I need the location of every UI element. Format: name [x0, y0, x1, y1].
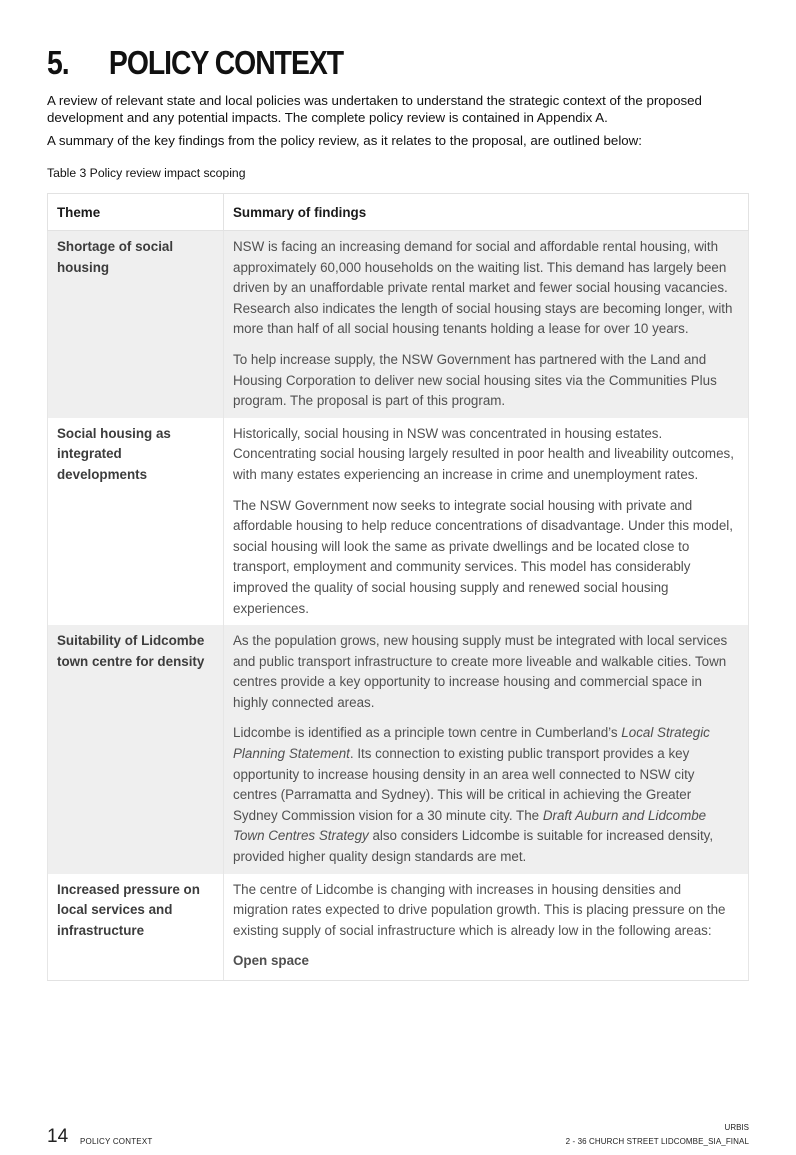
- row-summary: [224, 874, 749, 981]
- document-title-lsps: Local Strategic Planning Statement: [233, 725, 710, 762]
- policy-review-table: [47, 193, 749, 981]
- row-theme: Shortage of social housing: [48, 231, 224, 418]
- table-row: [48, 418, 749, 625]
- header-theme: Theme: [48, 194, 224, 231]
- summary-text: . Its connection to existing public transport provides a key opportunity to increase housing density in an area well connected to NSW city centres (Parramatta and Sydney). This will be critical in achieving the Greater Sydney Commission vision for a 30 minute city. The: [233, 746, 695, 823]
- summary-subheading: Open space: [233, 953, 309, 969]
- summary-text: Lidcombe is identified as a principle town centre in Cumberland’s: [233, 725, 622, 741]
- document-title-strategy: Draft Auburn and Lidcombe Town Centres Strategy: [233, 807, 707, 844]
- footer-company: URBIS: [724, 1123, 749, 1132]
- footer-document-name: 2 - 36 CHURCH STREET LIDCOMBE_SIA_FINAL: [565, 1137, 749, 1146]
- section-title: POLICY CONTEXT: [108, 44, 344, 81]
- row-summary: [224, 418, 749, 625]
- row-summary: [224, 231, 749, 418]
- table-row: [48, 874, 749, 981]
- summary-paragraph: NSW is facing an increasing demand for social and affordable rental housing, with approximately 60,000 households on the waiting list. This demand has largely been driven by an unaffordable private rental market and fewer social housing vacancies. Research also indicates the length of social housing stays are becoming longer, with more than half of all social housing tenants holding a lease for over 10 years.: [233, 239, 733, 337]
- footer-section-name: POLICY CONTEXT: [80, 1137, 153, 1146]
- section-heading: [47, 43, 343, 83]
- row-theme: Suitability of Lidcombe town centre for density: [48, 625, 224, 874]
- row-theme: Social housing as integrated developments: [48, 418, 224, 625]
- page-number: 14: [47, 1126, 69, 1147]
- summary-paragraph: The centre of Lidcombe is changing with increases in housing densities and migration rates expected to drive population growth. This is placing pressure on the existing supply of social infrastructure which is already low in the following areas:: [233, 881, 726, 938]
- table-row: [48, 231, 749, 418]
- summary-paragraph: Historically, social housing in NSW was concentrated in housing estates. Concentrating social housing largely resulted in poor health and liveability outcomes, with many estates experiencing an increase in crime and unemployment rates.: [233, 425, 734, 482]
- row-theme: Increased pressure on local services and infrastructure: [48, 874, 224, 981]
- intro-paragraph-2: A summary of the key findings from the policy review, as it relates to the proposal, are outlined below:: [47, 133, 642, 148]
- table-row: [48, 625, 749, 874]
- header-summary: Summary of findings: [224, 194, 749, 231]
- row-summary: [224, 625, 749, 874]
- intro-paragraph-1: A review of relevant state and local policies was undertaken to understand the strategic context of the proposed development and any potential impacts. The complete policy review is contained in Appendix A.: [47, 93, 702, 125]
- section-number: 5.: [47, 44, 69, 81]
- summary-paragraph: [233, 723, 739, 867]
- summary-paragraph: The NSW Government now seeks to integrate social housing with private and affordable housing to help reduce concentrations of disadvantage. Under this model, social housing will look the same as private dwellings and be located close to transport, employment and community services. This model has considerably improved the quality of social housing supply and renewed social housing experiences.: [233, 497, 733, 616]
- summary-paragraph: To help increase supply, the NSW Government has partnered with the Land and Housing Corporation to deliver new social housing sites via the Communities Plus program. The proposal is part of this program.: [233, 351, 717, 409]
- table-caption: Table 3 Policy review impact scoping: [47, 166, 246, 180]
- summary-text: also considers Lidcombe is suitable for increased density, provided higher quality design standards are met.: [233, 828, 714, 865]
- table-header-row: [48, 194, 749, 231]
- intro-text: [47, 93, 749, 157]
- summary-paragraph: As the population grows, new housing supply must be integrated with local services and public transport infrastructure to create more liveable and walkable cities. Town centres provide a key opportunity to increase housing and commercial space in highly connected areas.: [233, 633, 728, 710]
